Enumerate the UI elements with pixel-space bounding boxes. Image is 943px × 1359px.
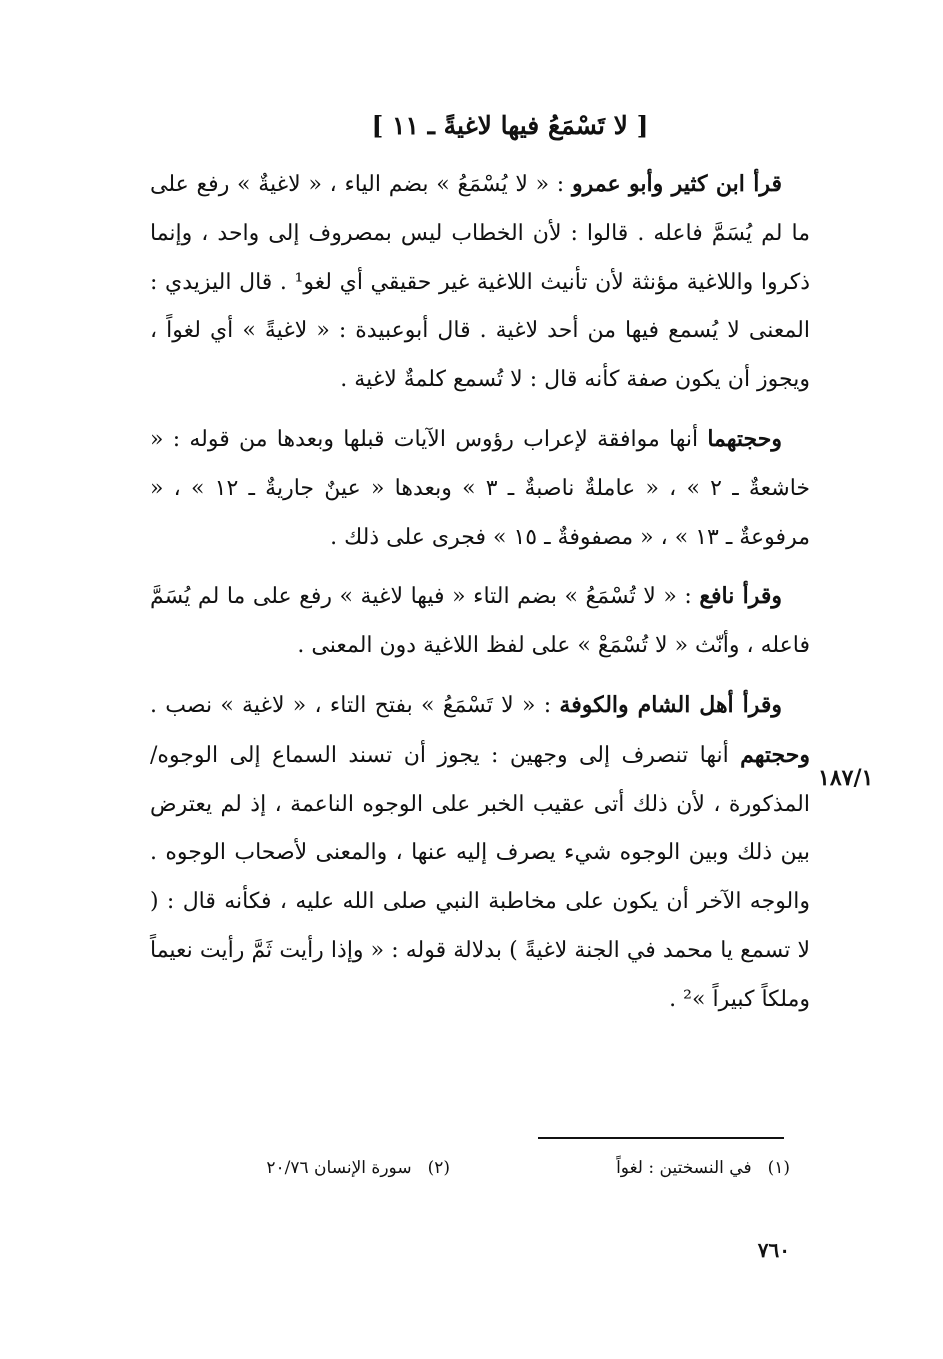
reader-name: وقرأ نافع xyxy=(699,583,782,610)
reader-name: وقرأ أهل الشام والكوفة xyxy=(559,691,782,718)
footnotes xyxy=(200,1150,790,1186)
paragraph-text: أنها موافقة لإعراب رؤوس الآيات قبلها وبعدها من قوله : « خاشعةٌ ـ ٢ » ، « عاملةٌ ناصبةٌ ـ ٣ » وبعدها « عينٌ جاريةٌ ـ ١٢ » ، « مرفوعةٌ ـ ١٣ » ، « مصفوفةٌ ـ ١٥ » فجرى على ذلك . xyxy=(150,426,811,550)
manuscript-folio-note: ١٨٧/١ xyxy=(818,765,874,791)
paragraph-text: : « لا يُسْمَعُ » بضم الياء ، « لاغيةٌ » رفع على ما لم يُسَمَّ فاعله . قالوا : لأن الخطاب ليس بمصروف إلى واحد ، وإنما ذكروا واللاغية مؤنثة لأن تأنيث اللاغية غير حقيقي أي لغو¹ . قال اليزيدي : المعنى لا يُسمع فيها من أحد لاغية . قال أبوعبيدة : « لاغيةً » أي لغواً ، ويجوز أن يكون صفة كأنه قال : لا تُسمع كلمةٌ لاغية . xyxy=(150,172,810,393)
paragraph-text: : « لا تُسْمَعُ » بضم التاء « فيها لاغية » رفع على ما لم يُسَمَّ فاعله ، وأنّث « لا تُسْمَعْ » على لفظ اللاغية دون المعنى . xyxy=(150,584,810,659)
body-text xyxy=(150,160,810,1025)
footnote-divider xyxy=(538,1137,784,1139)
argument-label: وحجتهم xyxy=(740,741,810,768)
footnote-text: في النسختين : لغواً xyxy=(616,1158,752,1178)
paragraph-2 xyxy=(150,415,810,562)
page-number: ٧٦٠ xyxy=(757,1238,790,1262)
paragraph-text: أنها تنصرف إلى وجهين : يجوز أن تسند السماع إلى الوجوه/المذكورة ، لأن ذلك أتى عقيب الخبر على الوجوه الناعمة ، إذ لم يعترض بين ذلك وبين الوجوه شيء يصرف إليه عنها ، والمعنى لأصحاب الوجوه . والوجه الآخر أن يكون على مخاطبة النبي صلى الله عليه ، فكأنه قال : ( لا تسمع يا محمد في الجنة لاغيةً ) بدلالة قوله : « وإذا رأيت ثَمَّ رأيت نعيماً وملكاً كبيراً »² . xyxy=(150,742,810,1012)
paragraph-1 xyxy=(150,160,810,405)
paragraph-4 xyxy=(150,681,810,1025)
section-heading: [ لا تَسْمَعُ فيها لاغيةً ـ ١١ ] xyxy=(371,111,649,140)
paragraph-text: : « لا تَسْمَعُ » بفتح التاء ، « لاغية » نصب . xyxy=(150,692,552,718)
reader-name: قرأ ابن كثير وأبو عمرو xyxy=(571,171,783,197)
footnote-1 xyxy=(616,1150,790,1186)
footnote-text: سورة الإنسان ٢٠/٧٦ xyxy=(266,1158,412,1178)
footnote-2 xyxy=(266,1150,450,1186)
footnote-number: (٢) xyxy=(427,1158,450,1178)
paragraph-3 xyxy=(150,572,810,671)
footnote-number: (١) xyxy=(767,1158,790,1178)
argument-label: وحجتهما xyxy=(707,425,782,452)
